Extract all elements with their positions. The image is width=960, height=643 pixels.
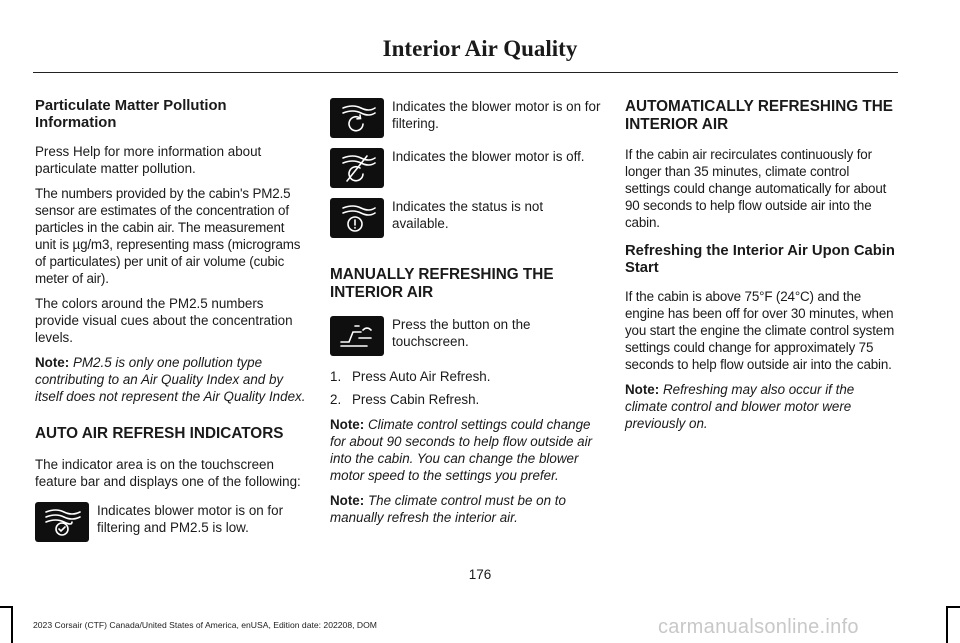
crop-mark: [11, 606, 13, 643]
indicator-text: Indicates the blower motor is on for filtering.: [392, 99, 601, 131]
column-3: [625, 98, 897, 440]
note: [35, 354, 307, 405]
indicator-row: [330, 198, 602, 238]
paragraph: The colors around the PM2.5 numbers provide visual cues about the concentration levels.: [35, 296, 293, 345]
indicator-text: Indicates the status is not available.: [392, 199, 544, 231]
header-rule: [33, 72, 898, 73]
note-text: Climate control settings could change for about 90 seconds to help flow outside air into the cabin. You can change the blower motor speed to the settings you prefer.: [330, 417, 593, 483]
note-text: The climate control must be on to manually refresh the interior air.: [330, 493, 566, 525]
watermark: carmanualsonline.info: [658, 616, 859, 638]
list-item: [330, 391, 602, 408]
note-label: Note:: [330, 417, 365, 432]
indicator-row: [330, 316, 602, 356]
paragraph: The indicator area is on the touchscreen feature bar and displays one of the following:: [35, 457, 301, 489]
column-2: [330, 98, 602, 534]
crop-mark: [0, 606, 11, 608]
crop-mark: [946, 606, 948, 643]
page-number: 176: [468, 567, 492, 582]
note: [330, 492, 602, 526]
note-text: PM2.5 is only one pollution type contributing to an Air Quality Index and by itself does not represent the Air Quality Index.: [35, 355, 306, 404]
pm-heading: Particulate Matter Pollution Information: [35, 98, 227, 131]
sub-heading-cabin-start: Refreshing the Interior Air Upon Cabin Start: [625, 243, 895, 276]
indicator-text: Indicates blower motor is on for filtering and PM2.5 is low.: [97, 503, 284, 535]
note-text: Refreshing may also occur if the climate control and blower motor were previously on.: [625, 382, 855, 431]
indicator-row: [35, 502, 307, 542]
note-label: Note:: [330, 493, 365, 508]
paragraph: If the cabin is above 75°F (24°C) and the engine has been off for over 30 minutes, when you start the engine the climate control system settings could change for approximately 75 seconds to help flow outside air into the cabin.: [625, 289, 895, 372]
air-filter-check-icon: [35, 502, 89, 542]
section-heading-auto-air-refresh-indicators: AUTO AIR REFRESH INDICATORS: [35, 425, 284, 442]
crop-mark: [946, 606, 960, 608]
footer-edition-info: 2023 Corsair (CTF) Canada/United States of America, enUSA, Edition date: 202208, DOM: [33, 620, 377, 630]
step-number: 2.: [330, 392, 342, 407]
note-label: Note:: [625, 382, 660, 397]
step-number: 1.: [330, 369, 342, 384]
paragraph: The numbers provided by the cabin's PM2.5 sensor are estimates of the concentration of particles in the cabin air. The measurement unit is µg/m3, representing mass (micrograms of particulates) per unit of air volume (cubic meter of air).: [35, 186, 301, 286]
note: [330, 416, 602, 484]
section-heading-manually-refreshing: MANUALLY REFRESHING THE INTERIOR AIR: [330, 266, 554, 301]
list-item: [330, 368, 602, 385]
paragraph: If the cabin air recirculates continuously for longer than 35 minutes, climate control settings could change automatically for about 90 seconds to help flow outside air into the cabin.: [625, 147, 887, 230]
note-label: Note:: [35, 355, 70, 370]
step-text: Press Auto Air Refresh.: [352, 369, 491, 384]
step-text: Press Cabin Refresh.: [352, 392, 480, 407]
steps-list: [330, 368, 602, 408]
air-filter-cycle-icon: [330, 98, 384, 138]
indicator-row: [330, 148, 602, 188]
paragraph: Press Help for more information about particulate matter pollution.: [35, 144, 262, 176]
note: [625, 381, 897, 432]
indicator-text: Indicates the blower motor is off.: [392, 149, 585, 164]
air-filter-alert-icon: [330, 198, 384, 238]
page-header-title: Interior Air Quality: [382, 36, 578, 61]
indicator-text: Press the button on the touchscreen.: [392, 317, 531, 349]
indicator-row: [330, 98, 602, 138]
air-filter-off-icon: [330, 148, 384, 188]
cabin-refresh-icon: [330, 316, 384, 356]
column-1: [35, 98, 307, 552]
section-heading-automatically-refreshing: AUTOMATICALLY REFRESHING THE INTERIOR AIR: [625, 98, 893, 133]
